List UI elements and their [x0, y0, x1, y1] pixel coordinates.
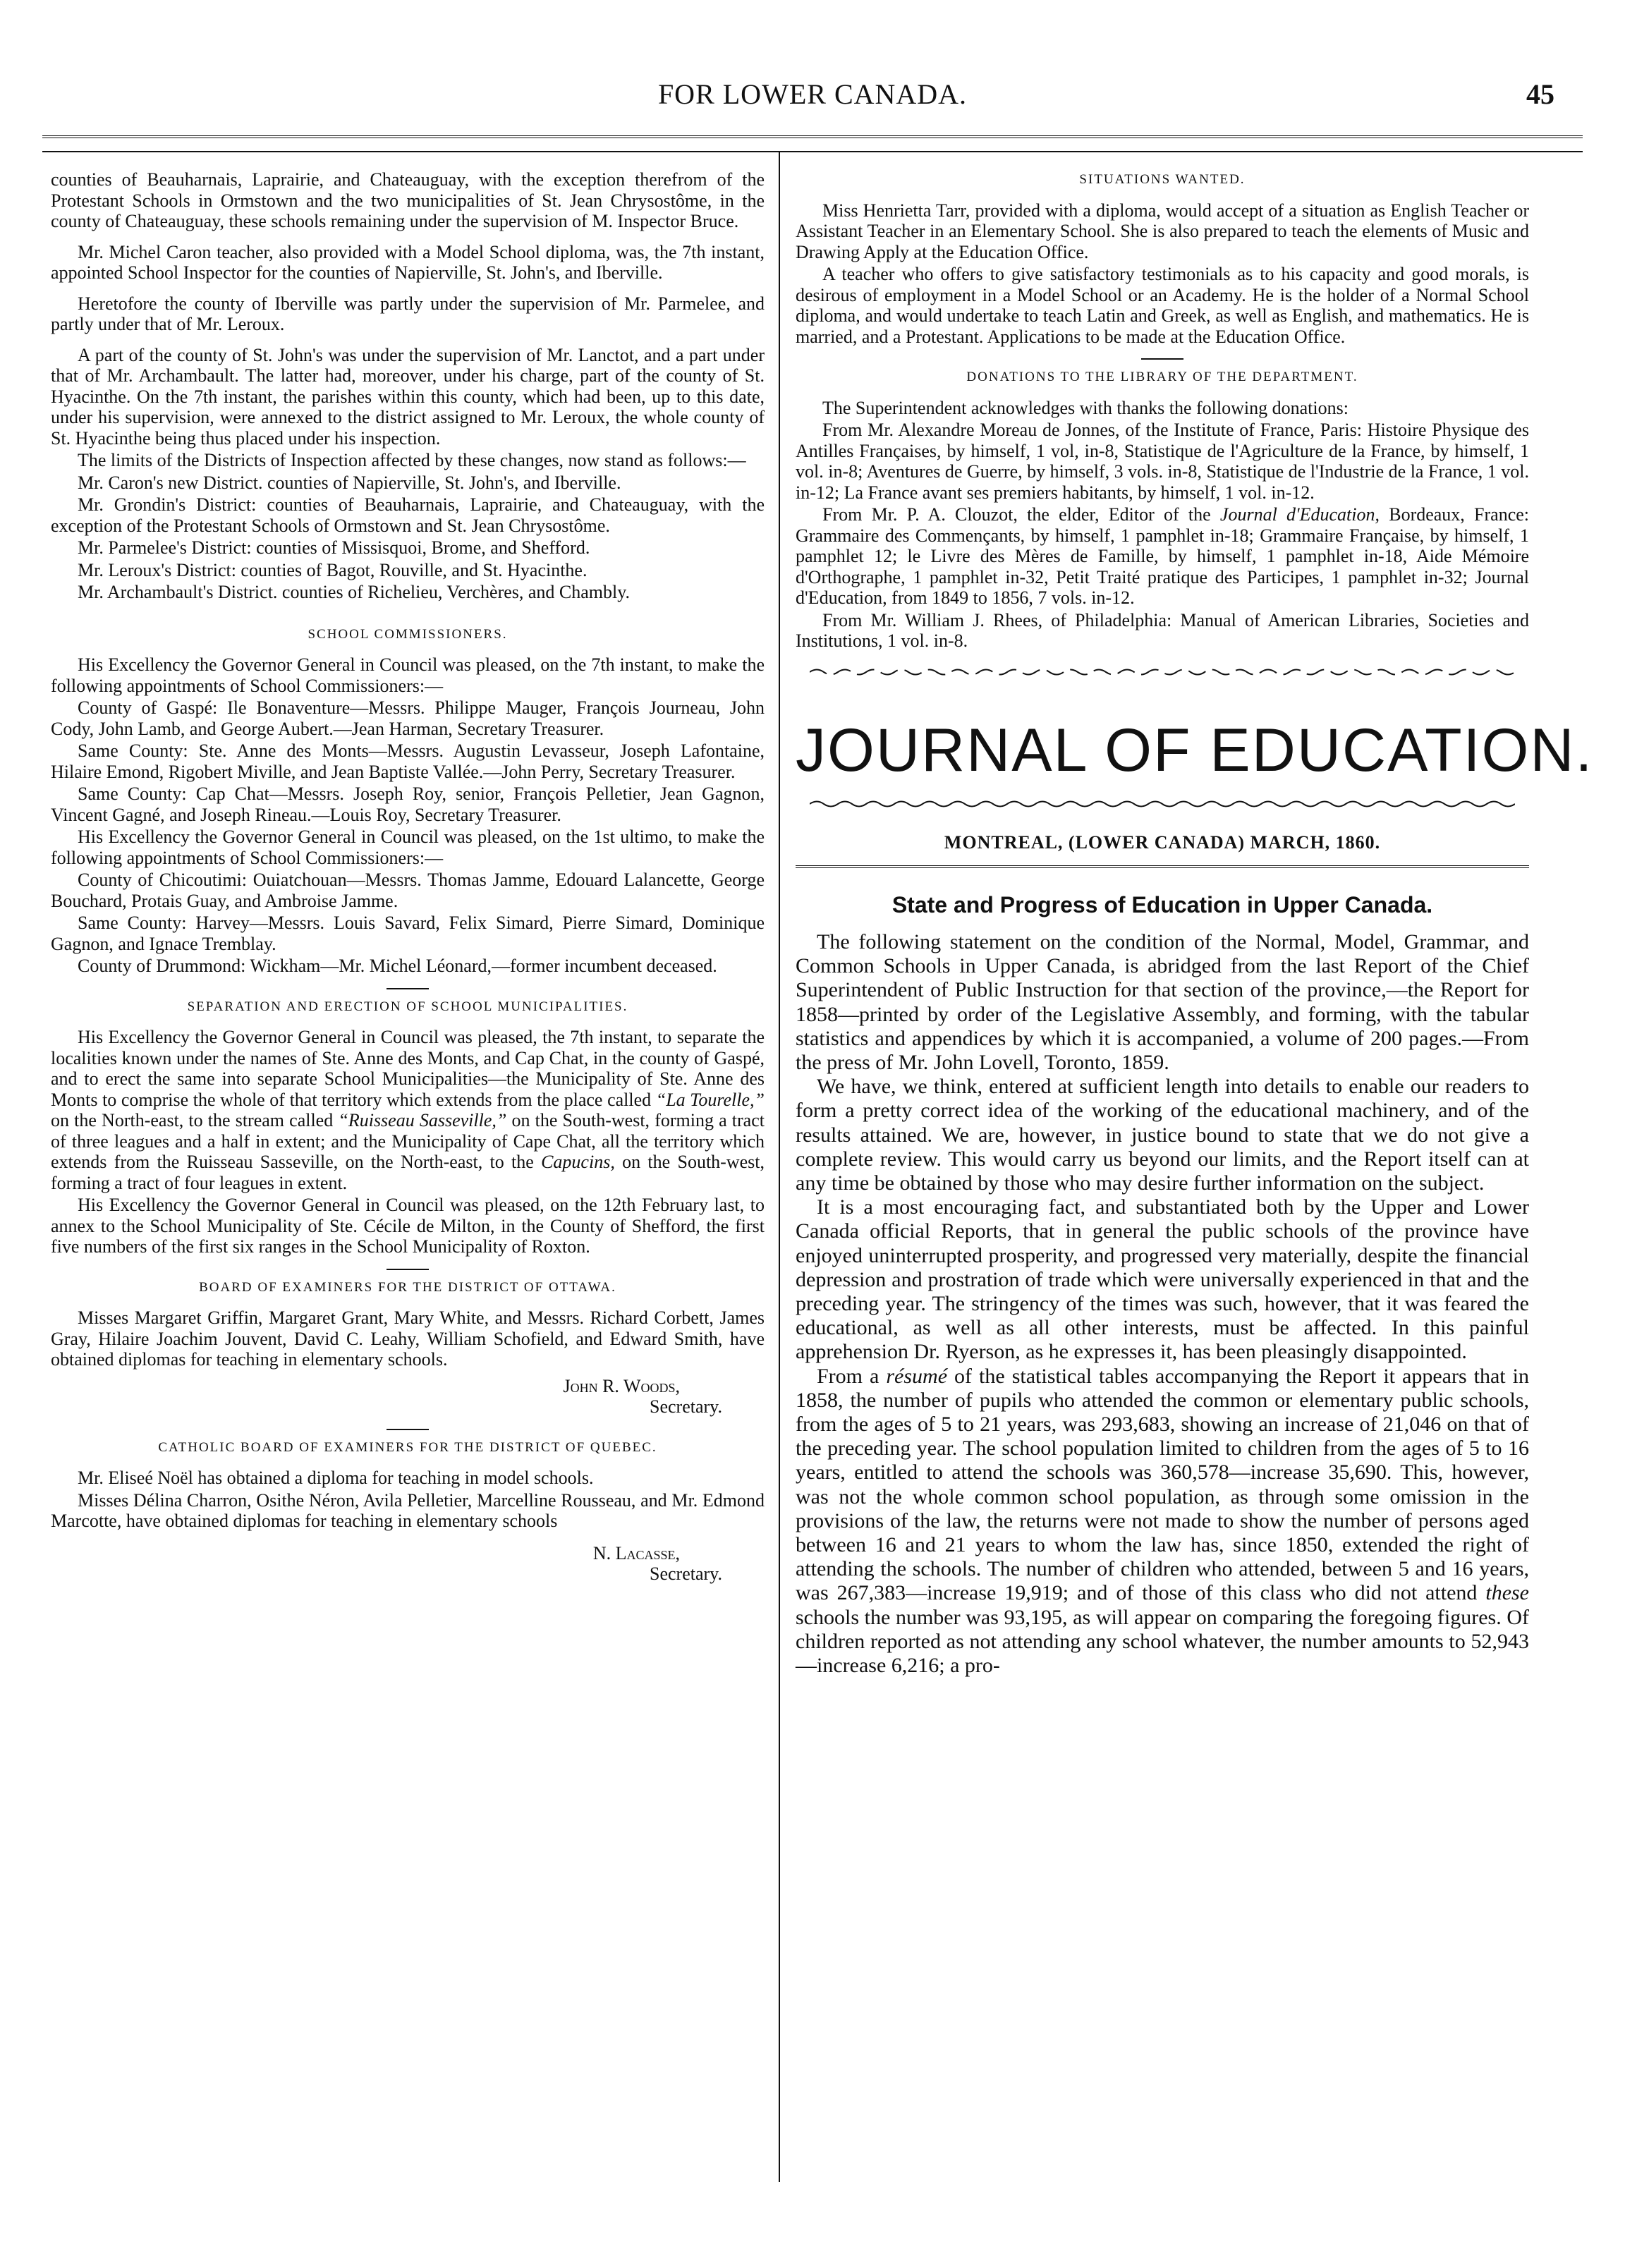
paragraph: counties of Beauharnais, Laprairie, and Chateauguay, with the exception therefrom of the Protestant Schools in Ormstown and the two municipalities of St. Jean Chrysostôme, in the county of Chateauguay, these schools remaining under the supervision of M. Inspector Bruce.: [51, 169, 765, 231]
section-heading-situations-wanted: SITUATIONS WANTED.: [1079, 172, 1246, 187]
decorative-wavy-rule: [810, 667, 1515, 677]
section-heading-school-commissioners: SCHOOL COMMISSIONERS.: [308, 626, 508, 642]
section-dash: [387, 988, 429, 989]
paragraph: We have, we think, entered at sufficient length into details to enable our readers to form a pretty correct idea of the working of the educational machinery, and of the results attained. We are, however, in justice bound to state that we do not give a complete review. This would carry us beyond our limits, and the Report itself can at any time be obtained by those who may desire further information on the subject.: [796, 1075, 1529, 1195]
running-header: [42, 78, 1583, 120]
signature-title: Secretary.: [650, 1563, 722, 1584]
paragraph: His Excellency the Governor General in Council was pleased, on the 1st ultimo, to make the following appointments of School Commissioners:—: [51, 827, 765, 868]
paragraph: His Excellency the Governor General in Council was pleased, on the 12th February last, to annex to the School Municipality of Ste. Cécile de Milton, in the County of Shefford, the first five numbers of the first six ranges in the School Municipality of Roxton.: [51, 1195, 765, 1257]
paragraph: The following statement on the condition of the Normal, Model, Grammar, and Common Schools in Upper Canada, is abridged from the last Report of the Chief Superintendent of Public Instruction for that section of the province,—the Report for 1858—printed by order of the Legislative Assembly, and forming, with the tabular statistics and appendices by which it is accompanied, a volume of 200 pages.—From the press of Mr. John Lovell, Toronto, 1859.: [796, 930, 1529, 1075]
paragraph: Mr. Parmelee's District: counties of Missisquoi, Brome, and Shefford.: [78, 537, 590, 558]
paragraph: [796, 504, 1529, 609]
section-heading-quebec-board: CATHOLIC BOARD OF EXAMINERS FOR THE DISTRICT OF QUEBEC.: [158, 1439, 657, 1455]
left-column: [51, 169, 765, 1585]
article-title: State and Progress of Education in Upper Canada.: [891, 892, 1433, 917]
text-run: of the statistical tables accompanying the Report it appears that in 1858, the number of pupils who attended the common or elementary public schools, from the ages of 5 to 21 years, was 293,683, showing an increase of 21,046 on that of the preceding year. The school population limited to children from the ages of 5 to 16 years, entitled to attend the schools was 360,578—increase 35,690. This, however, was not the whole common school population, as through some omission in the provisions of the law, the returns were not made to show the number of persons aged between 16 and 21 years to whom the law has, since 1850, extended the right of attending the schools. The number of children who attended, between 5 and 16 years, was 267,383—increase 19,919; and of those of this class who did not attend: [796, 1364, 1529, 1605]
paragraph: Misses Margaret Griffin, Margaret Grant, Mary White, and Messrs. Richard Corbett, James Gray, Hilaire Joachim Jouvent, David C. Leahy, William Schofield, and Edward Smith, have obtained diplomas for teaching in elementary schools.: [51, 1307, 765, 1370]
paragraph: [51, 1027, 765, 1193]
section-dash: [387, 1429, 429, 1430]
paragraph: His Excellency the Governor General in Council was pleased, on the 7th instant, to make the following appointments of School Commissioners:—: [51, 654, 765, 696]
paragraph: Same County: Harvey—Messrs. Louis Savard, Felix Simard, Pierre Simard, Dominique Gagnon, and Ignace Tremblay.: [51, 913, 765, 954]
paragraph: From Mr. Alexandre Moreau de Jonnes, of the Institute of France, Paris: Histoire Physique des Antilles Françaises, by himself, 1 vol, in-8, Statistique de l'Agriculture de la France, by himself, 1 vol. in-8; Aventures de Guerre, by himself, 3 vols. in-8, Statistique de l'Industrie de la France, 1 vol. in-12; La France avant ses premiers habitants, by himself, 1 vol. in-12.: [796, 420, 1529, 503]
paragraph: Miss Henrietta Tarr, provided with a diploma, would accept of a situation as English Teacher or Assistant Teacher in an Elementary School. She is also prepared to teach the elements of Music and Drawing Apply at the Education Office.: [796, 200, 1529, 262]
paragraph: Mr. Caron's new District. counties of Napierville, St. John's, and Iberville.: [78, 472, 621, 493]
header-double-rule: [42, 135, 1583, 141]
paragraph: County of Chicoutimi: Ouiatchouan—Messrs. Thomas Jamme, Edouard Lalancette, George Bouchard, Protais Guay, and Ambroise Jamme.: [51, 870, 765, 911]
paragraph: From Mr. William J. Rhees, of Philadelphia: Manual of American Libraries, Societies and Institutions, 1 vol. in-8.: [796, 609, 1529, 651]
text-run: From Mr. P. A. Clouzot, the elder, Editor of the: [822, 504, 1220, 525]
paragraph: County of Drummond: Wickham—Mr. Michel Léonard,—former incumbent deceased.: [78, 956, 717, 976]
journal-name: Journal d'Education,: [1219, 504, 1380, 525]
decorative-wavy-rule: [810, 799, 1515, 809]
paragraph: Same County: Cap Chat—Messrs. Joseph Roy, senior, François Pelletier, Jean Gagnon, Vincent Gagné, and Joseph Rineau.—Louis Roy, Secretary Treasurer.: [51, 784, 765, 825]
paragraph: [796, 1365, 1529, 1678]
signature-title: Secretary.: [650, 1396, 722, 1417]
dateline-rule: [796, 865, 1529, 868]
paragraph: Heretofore the county of Iberville was partly under the supervision of Mr. Parmelee, and partly under that of Mr. Leroux.: [51, 293, 765, 334]
right-column: [796, 169, 1594, 1678]
text-run: on the South-west, forming a tract of four leagues in extent.: [51, 1152, 765, 1193]
section-heading-separation: SEPARATION AND ERECTION OF SCHOOL MUNICIPALITIES.: [187, 999, 628, 1014]
header-rule: [42, 151, 1583, 152]
masthead-title: JOURNAL OF EDUCATION.: [796, 717, 1594, 784]
paragraph: The Superintendent acknowledges with thanks the following donations:: [822, 397, 1349, 418]
text-run: His Excellency the Governor General in Council was pleased, the 7th instant, to separate the localities known under the names of Ste. Anne des Monts, and Cap Chat, in the county of Gaspé, and to erect the same into separate School Municipalities—the Municipality of Ste. Anne des Monts to comprise the whole of that territory which extends from the place called: [51, 1027, 765, 1110]
place-name: “Ruisseau Sasseville,”: [338, 1110, 507, 1130]
paragraph: Mr. Eliseé Noël has obtained a diploma for teaching in model schools.: [78, 1468, 594, 1488]
article-body: [796, 930, 1529, 1678]
dateline: MONTREAL, (LOWER CANADA) MARCH, 1860.: [944, 831, 1381, 853]
place-name: “La Tourelle,”: [655, 1089, 765, 1110]
page-number: 45: [1526, 78, 1554, 110]
signature-name: John R. Woods,: [563, 1375, 680, 1396]
section-heading-ottawa-board: BOARD OF EXAMINERS FOR THE DISTRICT OF OTTAWA.: [199, 1279, 616, 1295]
column-divider: [779, 151, 780, 2182]
section-dash: [387, 1269, 429, 1270]
paragraph: A teacher who offers to give satisfactory testimonials as to his capacity and good morals, is desirous of employment in a Model School or an Academy. He is the holder of a Normal School diploma, and would undertake to teach Latin and Greek, as well as English, and mathematics. He is married, and a Protestant. Applications to be made at the Education Office.: [796, 264, 1529, 347]
section-heading-donations: DONATIONS TO THE LIBRARY OF THE DEPARTMENT.: [966, 370, 1358, 384]
paragraph: A part of the county of St. John's was under the supervision of Mr. Lanctot, and a part under that of Mr. Archambault. The latter had, moreover, under his charge, part of the county of St. Hyacinthe. On the 7th instant, the parishes within this county, which had been, up to this date, under his supervision, were annexed to the district assigned to Mr. Leroux, the whole county of St. Hyacinthe being thus placed under his inspection.: [51, 344, 765, 449]
paragraph: Misses Délina Charron, Osithe Néron, Avila Pelletier, Marcelline Rousseau, and Mr. Edmond Marcotte, have obtained diplomas for teaching in elementary schools: [51, 1489, 765, 1531]
paragraph: County of Gaspé: Ile Bonaventure—Messrs. Philippe Mauger, François Journeau, John Cody, John Lamb, and George Aubert.—Jean Harman, Secretary Treasurer.: [51, 697, 765, 739]
text-run: on the North-east, to the stream called: [51, 1110, 339, 1130]
paragraph: Same County: Ste. Anne des Monts—Messrs. Augustin Levasseur, Joseph Lafontaine, Hilaire Emond, Rigobert Miville, and Jean Baptiste Vallée.—John Perry, Secretary Treasurer.: [51, 740, 765, 782]
signature-name: N. Lacasse,: [592, 1542, 680, 1563]
text-run: Bordeaux, France: Grammaire des Commençants, by himself, 1 pamphlet in-18; Grammaire Française, by himself, 1 pamphlet 12; le Livre des Mères de Famille, by himself, 1 pamphlet in-18, Aide Mémoire d'Orthographe, 1 pamphlet in-32, Petit Traité pratique des Participes, 1 pamphlet in-32; Journal d'Education, from 1849 to 1856, 7 vols. in-12.: [796, 504, 1530, 608]
text-run: From a: [817, 1364, 887, 1388]
italic-word: résumé: [886, 1364, 948, 1388]
section-dash: [1141, 358, 1183, 360]
paragraph: Mr. Archambault's District. counties of Richelieu, Verchères, and Chambly.: [78, 582, 631, 602]
italic-word: these: [1485, 1581, 1529, 1605]
paragraph: Mr. Leroux's District: counties of Bagot, Rouville, and St. Hyacinthe.: [78, 559, 588, 580]
text-run: on the South-west, forming a tract of three leagues and a half in extent; and the Municipality of Cape Chat, all the territory which extends from the Ruisseau Sasseville, on the North-east, to the: [51, 1110, 765, 1172]
paragraph: Mr. Michel Caron teacher, also provided with a Model School diploma, was, the 7th instant, appointed School Inspector for the counties of Napierville, St. John's, and Iberville.: [51, 241, 765, 283]
running-title: FOR LOWER CANADA.: [657, 78, 968, 110]
paragraph: Mr. Grondin's District: counties of Beauharnais, Laprairie, and Chateauguay, with the exception of the Protestant Schools of Ormstown and St. Jean Chrysostôme.: [51, 494, 765, 536]
paragraph: It is a most encouraging fact, and substantiated both by the Upper and Lower Canada official Reports, that in general the public schools of the province have enjoyed uninterrupted prosperity, and progressed very materially, despite the financial depression and prostration of trade which were universally experienced in that and the preceding year. The stringency of the times was such, however, that it was feared the educational, as well as all other interests, must be affected. In this painful apprehension Dr. Ryerson, as he expresses it, has been pleasingly disappointed.: [796, 1195, 1529, 1364]
paragraph: The limits of the Districts of Inspection affected by these changes, now stand as follows:—: [78, 450, 746, 470]
text-run: schools the number was 93,195, as will appear on comparing the foregoing figures. Of children reported as not attending any school whatever, the number amounts to 52,943—increase 6,216; a pro-: [796, 1605, 1529, 1678]
place-name: Capucins,: [541, 1152, 615, 1172]
